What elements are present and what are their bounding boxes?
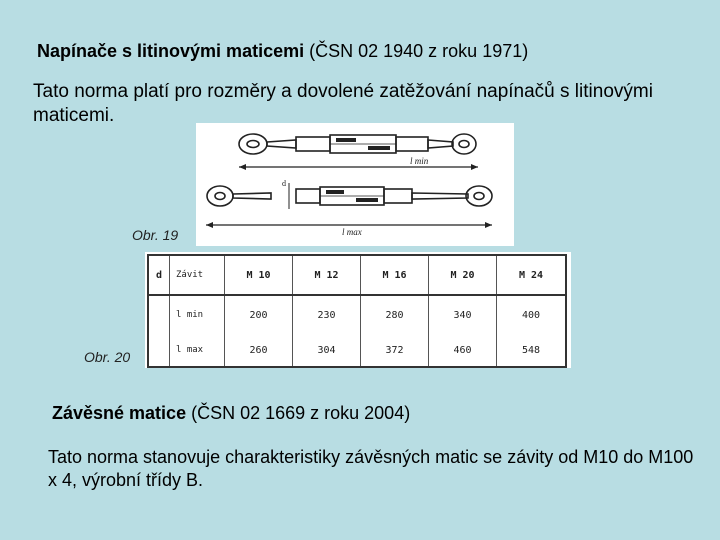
table-header-cell: M 12 [293,255,361,295]
table-header-cell: Závit [170,255,225,295]
turnbuckle-max [207,186,492,206]
table-cell: 340 [429,295,497,334]
lmin-arrow-left [239,164,246,170]
lmin-label: l min [410,156,429,166]
table-header-cell: d [148,255,170,295]
table-row [148,295,566,334]
table-cell: 230 [293,295,361,334]
table-cell: 200 [225,295,293,334]
table-header-cell: M 16 [361,255,429,295]
table-cell: 280 [361,295,429,334]
table-cell: 548 [497,334,566,367]
table-cell: 460 [429,334,497,367]
table-cell: l min [170,295,225,334]
table-cell [148,334,170,367]
dimension-table [147,254,567,368]
figure19-caption: Obr. 19 [132,227,179,243]
table-cell: 400 [497,295,566,334]
table-cell: 304 [293,334,361,367]
section1-description: Tato norma platí pro rozměry a dovolené zatěžování napínačů s litinovými maticemi. [33,81,653,126]
table-header-cell: M 20 [429,255,497,295]
section1-heading [37,41,528,62]
section1-title-bold: Napínače s litinovými maticemi [37,41,305,61]
lmax-arrow-right [485,222,492,228]
turnbuckle-drawing-svg [196,123,514,246]
lmin-arrow-right [471,164,478,170]
table-cell: l max [170,334,225,367]
table-header-cell: M 10 [225,255,293,295]
d-label: d [282,179,286,188]
section2-heading [52,403,410,424]
section2-description: Tato norma stanovuje charakteristiky závěsných matic se závity od M10 do M100 x 4, výrobní třídy B. [48,447,694,490]
turnbuckle-drawing [196,123,514,246]
table-cell [148,295,170,334]
section2-title-rest: (ČSN 02 1669 z roku 2004) [186,403,411,423]
section1-title-rest: (ČSN 02 1940 z roku 1971) [304,41,529,61]
lmax-arrow-left [206,222,213,228]
table-cell: 372 [361,334,429,367]
table-header-row [148,255,566,295]
table-header-cell: M 24 [497,255,566,295]
turnbuckle-min [239,134,476,154]
lmax-label: l max [342,227,362,237]
table-cell: 260 [225,334,293,367]
section2-title-bold: Závěsné matice [52,403,187,423]
figure20-caption: Obr. 20 [84,349,131,365]
dimension-table-container [145,252,571,368]
table-row [148,334,566,367]
